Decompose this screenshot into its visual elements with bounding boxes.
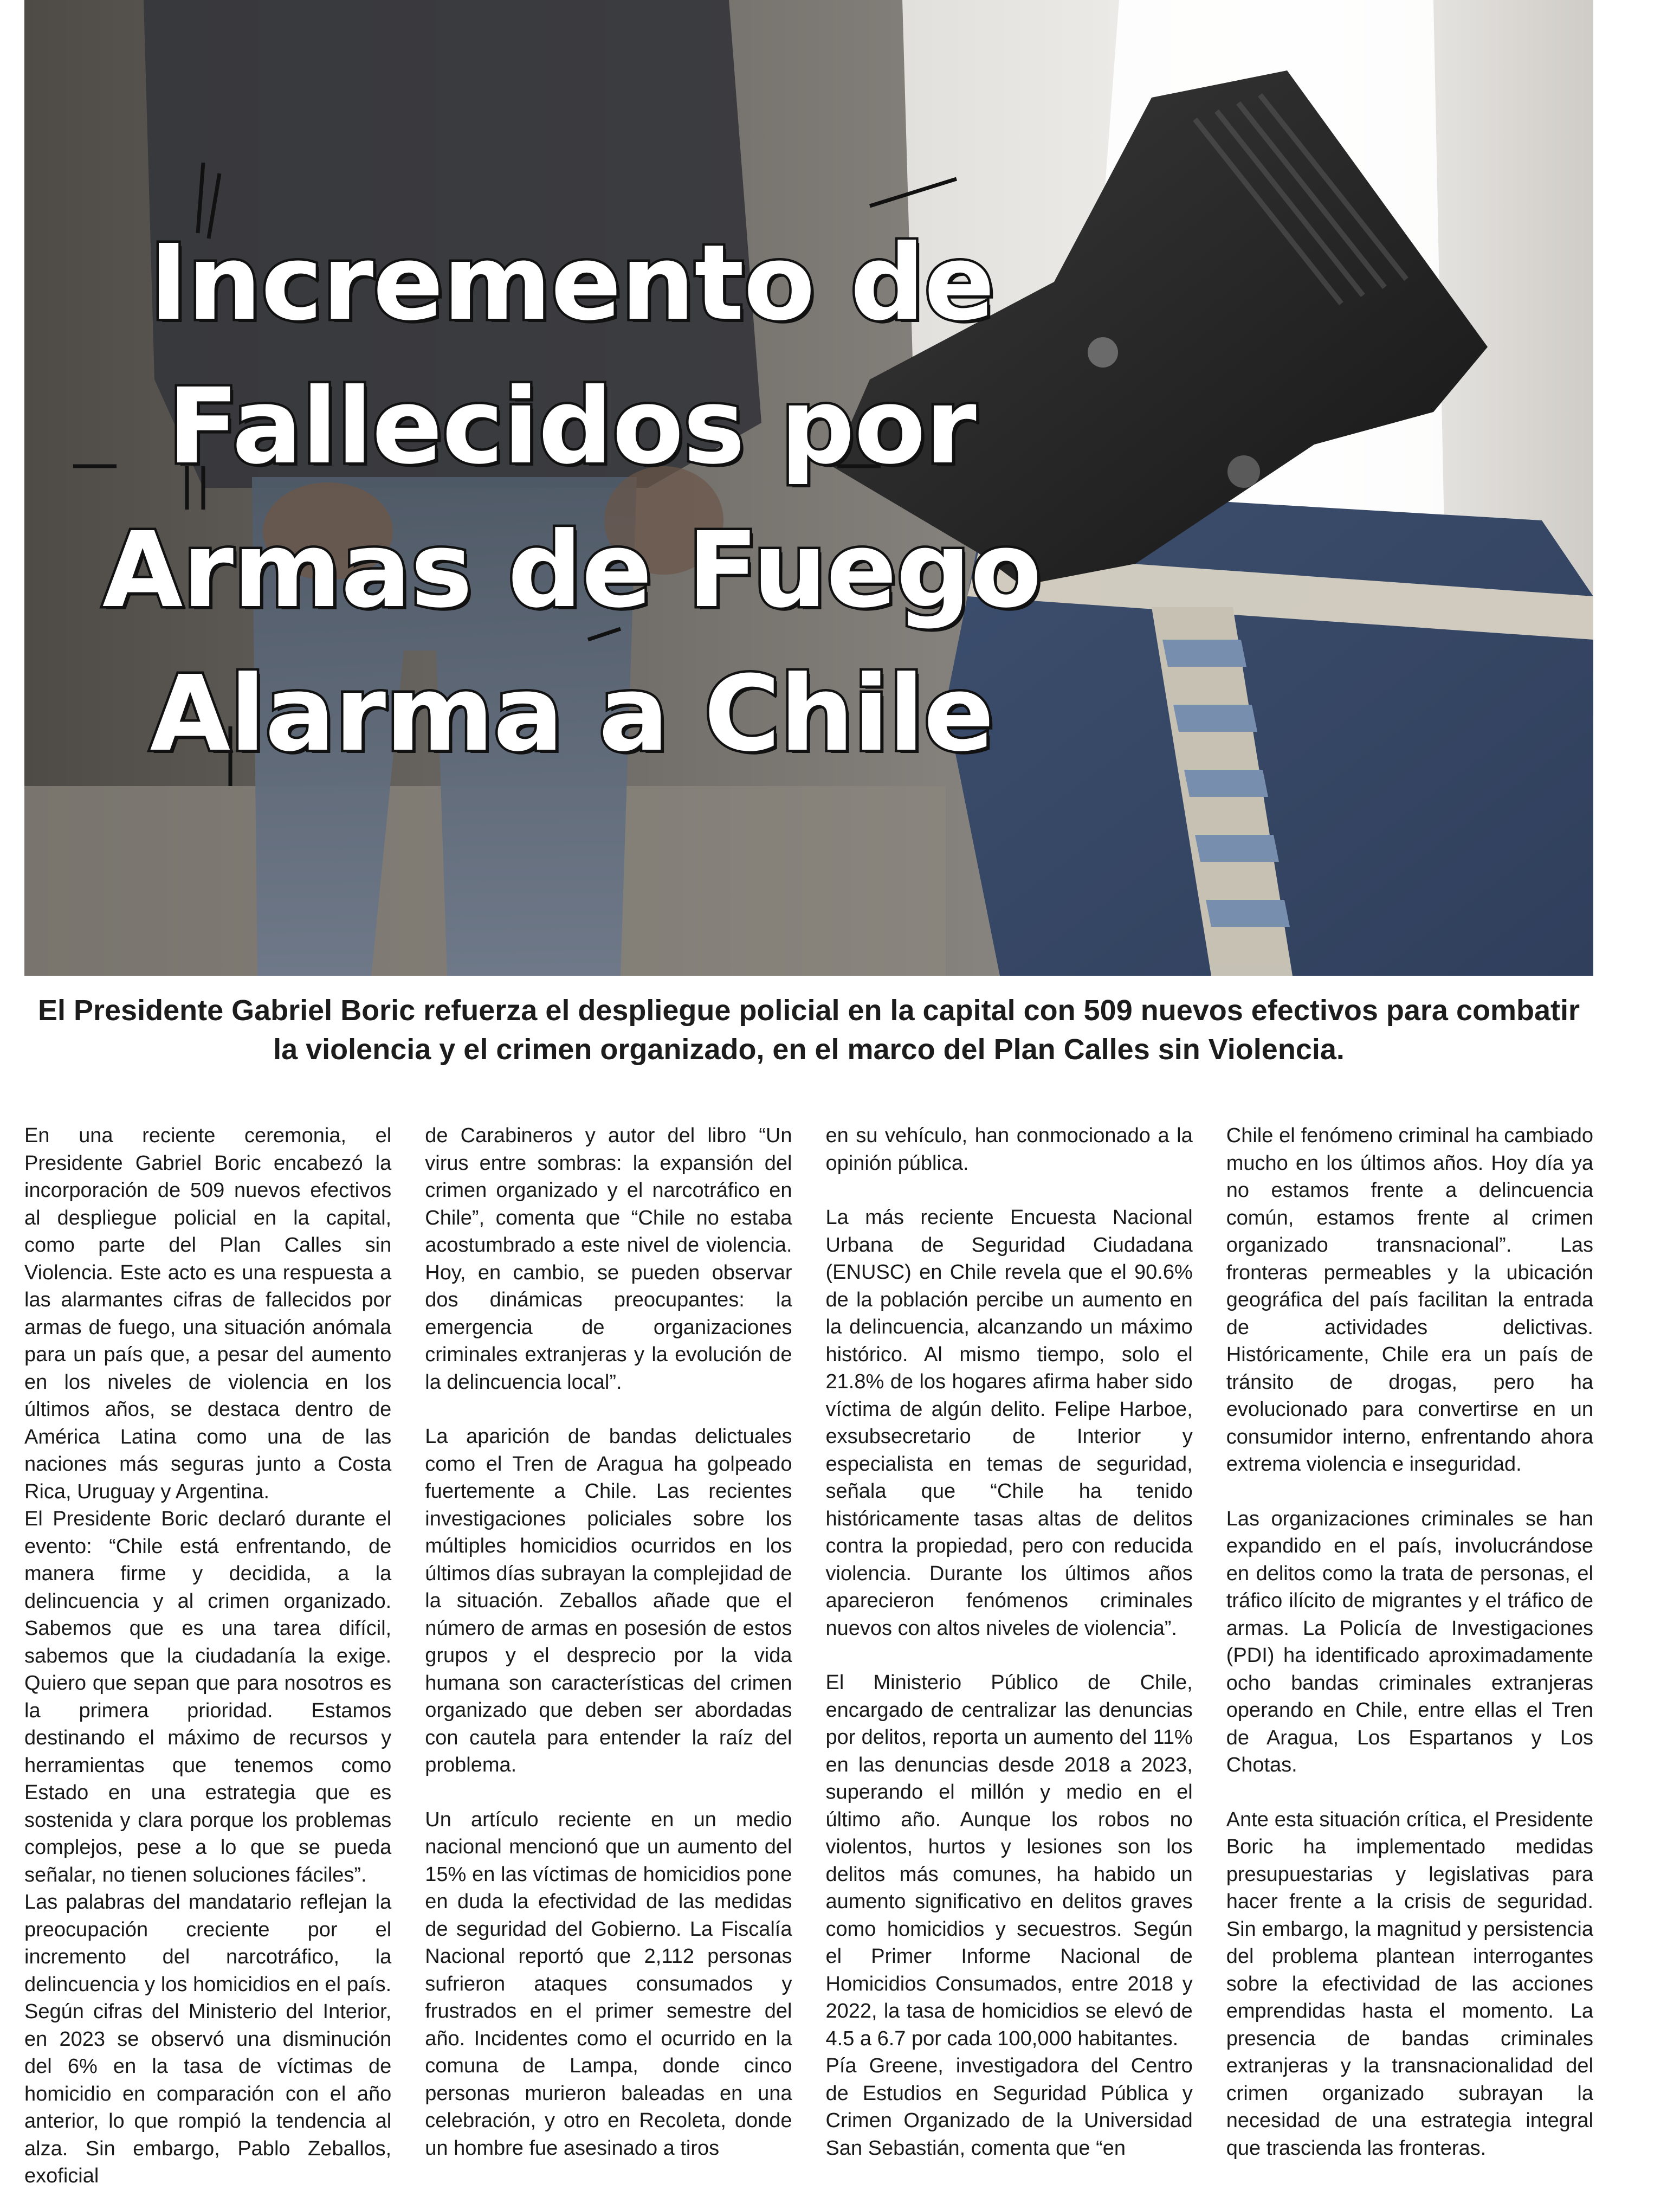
column-2: [425, 1122, 792, 2160]
paragraph: Las organizaciones criminales se han expandido en el país, involucrándose en delitos como la trata de personas, el tráfico ilícito de migrantes y el tráfico de armas. La Policía de Investigaciones (PDI) ha identificado aproximadamente ocho bandas criminales extranjeras operando en Chile, entre ellas el Tren de Aragua, Los Espartanos y Los Chotas.: [1226, 1507, 1593, 1776]
headline-line-1: Incremento de: [149, 223, 994, 344]
paragraph: Pía Greene, investigadora del Centro de Estudios en Seguridad Pública y Crimen Organizado de la Universidad San Sebastián, comenta que “en: [825, 2054, 1193, 2160]
paragraph: El Ministerio Público de Chile, encargado de centralizar las denuncias por delitos, reporta un aumento del 11% en las denuncias desde 2018 a 2023, superando el millón y medio en el último año. Aunque los robos no violentos, hurtos y lesiones son los delitos más comunes, ha habido un aumento significativo en delitos graves como homicidios y secuestros. Según el Primer Informe Nacional de Homicidios Consumados, entre 2018 y 2022, la tasa de homicidios se elevó de 4.5 a 6.7 por cada 100,000 habitantes.: [825, 1671, 1193, 2050]
paragraph: Las palabras del mandatario reflejan la preocupación creciente por el incremento del narcotráfico, la delincuencia y los homicidios en el país. Según cifras del Ministerio del Interior, en 2023 se observó una disminución del 6% en la tasa de víctimas de homicidio en comparación con el año anterior, lo que rompió la tendencia al alza. Sin embargo, Pablo Zeballos, exoficial: [24, 1891, 392, 2187]
headline-line-2: Fallecidos por: [167, 366, 976, 487]
lead-paragraph: El Presidente Gabriel Boric refuerza el despliegue policial en la capital con 509 nuevos efectivos para combatir la violencia y el crimen organizado, en el marco del Plan Calles sin Violencia.: [37, 994, 1580, 1066]
paragraph: El Presidente Boric declaró durante el evento: “Chile está enfrentando, de manera firme y decidida, a la delincuencia y al crimen organizado. Sabemos que es una tarea difícil, sabemos que la ciudadanía la exige. Quiero que sepan que para nosotros es la primera prioridad. Estamos destinando el máximo de recursos y herramientas que tenemos como Estado en una estrategia que es sostenida y clara porque los problemas complejos, pese a lo que se pueda señalar, no tienen soluciones fáciles”.: [24, 1508, 392, 1886]
column-3: [825, 1122, 1193, 2160]
paragraph: de Carabineros y autor del libro “Un virus entre sombras: la expansión del crimen organizado y el narcotráfico en Chile”, comenta que “Chile no estaba acostumbrado a este nivel de violencia. Hoy, en cambio, se pueden observar dos dinámicas preocupantes: la emergencia de organizaciones criminales extranjeras y la evolución de la delincuencia local”.: [425, 1124, 792, 1394]
column-1: [24, 1122, 392, 2187]
article-body: [24, 1122, 1593, 2187]
column-4: [1226, 1122, 1593, 2160]
paragraph: En una reciente ceremonia, el Presidente Gabriel Boric encabezó la incorporación de 509 nuevos efectivos al despliegue policial en la capital, como parte del Plan Calles sin Violencia. Este acto es una respuesta a las alarmantes cifras de fallecidos por armas de fuego, una situación anómala para un país que, a pesar del aumento en los niveles de violencia en los últimos años, se destaca dentro de América Latina como una de las naciones más seguras junto a Costa Rica, Uruguay y Argentina.: [24, 1124, 392, 1503]
headline-line-3: Armas de Fuego: [102, 510, 1042, 631]
paragraph: La más reciente Encuesta Nacional Urbana de Seguridad Ciudadana (ENUSC) en Chile revela que el 90.6% de la población percibe un aumento en la delincuencia, alcanzando un máximo histórico. Al mismo tiempo, solo el 21.8% de los hogares afirma haber sido víctima de algún delito. Felipe Harboe, exsubsecretario de Interior y especialista en temas de seguridad, señala que “Chile ha tenido históricamente tasas altas de delitos contra la propiedad, pero con reducida violencia. Durante los últimos años aparecieron fenómenos criminales nuevos con altos niveles de violencia”.: [825, 1206, 1193, 1640]
paragraph: Chile el fenómeno criminal ha cambiado mucho en los últimos años. Hoy día ya no estamos frente a delincuencia común, estamos frente al crimen organizado transnacional”. Las fronteras permeables y la ubicación geográfica del país facilitan la entrada de actividades delictivas. Históricamente, Chile era un país de tránsito de drogas, pero ha evolucionado para convertirse en un consumidor interno, enfrentando ahora extrema violencia e inseguridad.: [1226, 1124, 1593, 1476]
paragraph: en su vehículo, han conmocionado a la opinión pública.: [825, 1124, 1193, 1175]
hero-photo: [24, 0, 1593, 976]
headline-line-4: Alarma a Chile: [150, 654, 994, 775]
headline: [57, 211, 1087, 786]
paragraph: Un artículo reciente en un medio nacional mencionó que un aumento del 15% en las víctimas de homicidios pone en duda la efectividad de las medidas de seguridad del Gobierno. La Fiscalía Nacional reportó que 2,112 personas sufrieron ataques consumados y frustrados en el primer semestre del año. Incidentes como el ocurrido en la comuna de Lampa, donde cinco personas murieron baleadas en una celebración, y otro en Recoleta, donde un hombre fue asesinado a tiros: [425, 1808, 792, 2160]
paragraph: Ante esta situación crítica, el Presidente Boric ha implementado medidas presupuestarias y legislativas para hacer frente a la crisis de seguridad. Sin embargo, la magnitud y persistencia del problema plantean interrogantes sobre la efectividad de las acciones emprendidas hasta el momento. La presencia de bandas criminales extranjeras y la transnacionalidad del crimen organizado subrayan la necesidad de una estrategia integral que trascienda las fronteras.: [1226, 1808, 1593, 2160]
paragraph: La aparición de bandas delictuales como el Tren de Aragua ha golpeado fuertemente a Chile. Las recientes investigaciones policiales sobre los múltiples homicidios ocurridos en los últimos días subrayan la complejidad de la situación. Zeballos añade que el número de armas en posesión de estos grupos y el desprecio por la vida humana son características del crimen organizado que deben ser abordadas con cautela para entender la raíz del problema.: [425, 1425, 792, 1776]
